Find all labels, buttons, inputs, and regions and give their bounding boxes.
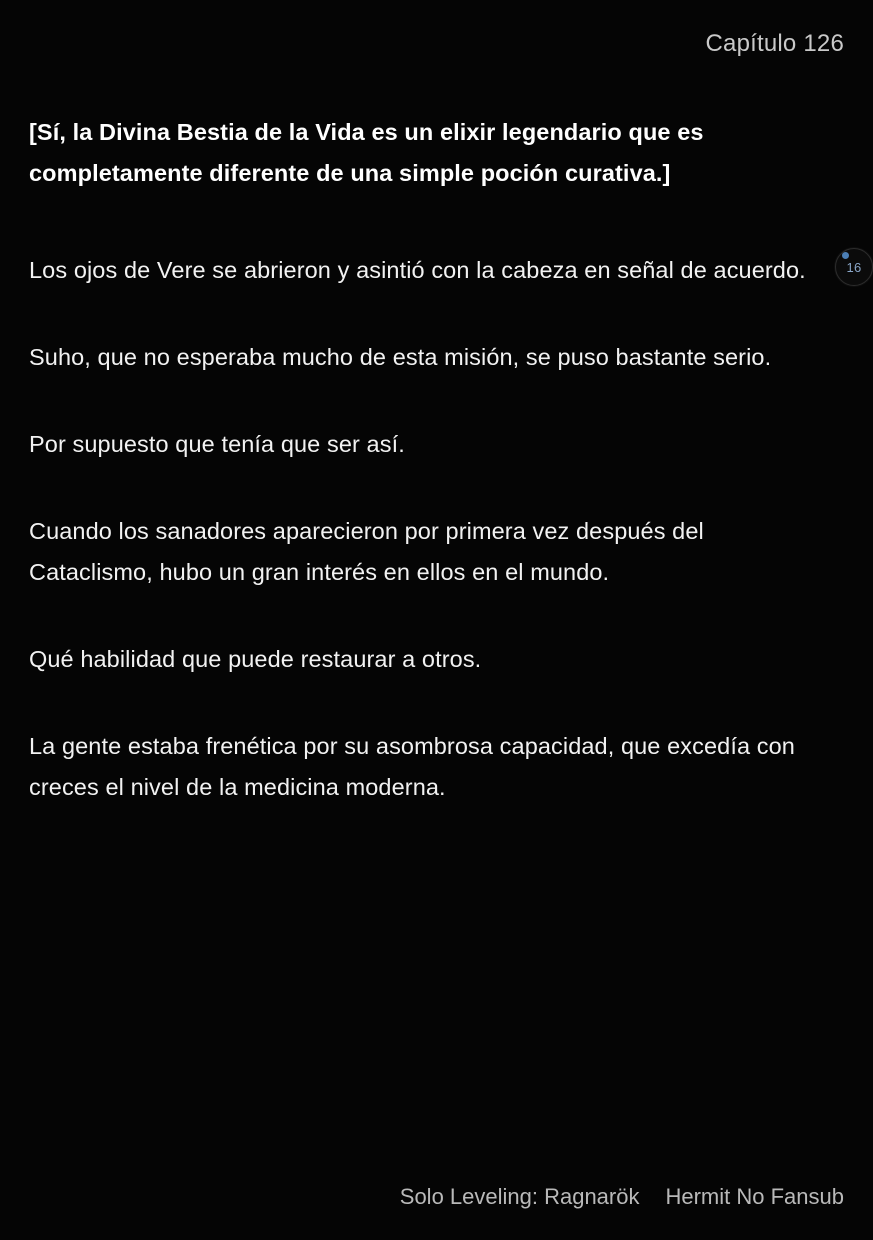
paragraph: Los ojos de Vere se abrieron y asintió con la cabeza en señal de acuerdo.: [29, 257, 806, 283]
chapter-label: Capítulo 126: [705, 30, 844, 57]
chapter-text-body: [29, 112, 828, 854]
progress-badge[interactable]: [835, 248, 873, 286]
fansub-credit: Hermit No Fansub: [665, 1184, 844, 1209]
paragraph: Por supuesto que tenía que ser así.: [29, 431, 405, 457]
progress-badge-value: 16: [846, 259, 862, 275]
paragraph: Suho, que no esperaba mucho de esta misión, se puso bastante serio.: [29, 344, 772, 370]
progress-dot-icon: [842, 252, 849, 259]
paragraph: La gente estaba frenética por su asombrosa capacidad, que excedía con creces el nivel de la medicina moderna.: [29, 733, 795, 800]
series-title: Solo Leveling: Ragnarök: [399, 1184, 640, 1209]
footer-credits: [0, 1182, 844, 1212]
paragraph: Cuando los sanadores aparecieron por primera vez después del Cataclismo, hubo un gran interés en ellos en el mundo.: [29, 518, 704, 585]
paragraph: [Sí, la Divina Bestia de la Vida es un elixir legendario que es completamente diferente de una simple poción curativa.]: [29, 119, 704, 186]
paragraph: Qué habilidad que puede restaurar a otros.: [29, 646, 482, 672]
